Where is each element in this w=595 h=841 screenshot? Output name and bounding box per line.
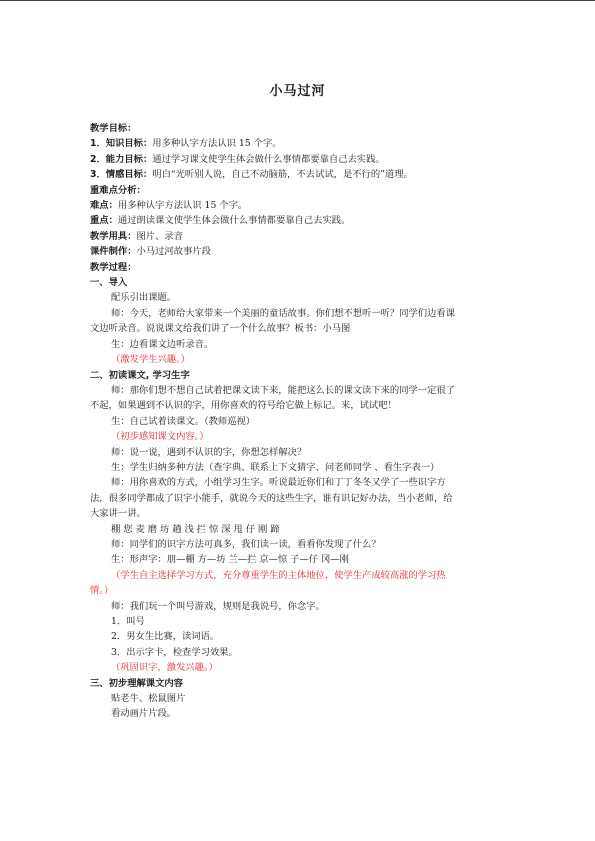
section-1-heading: 一、导入 [90, 277, 128, 289]
document-body [90, 121, 516, 722]
page-top-rule [0, 0, 595, 1]
difficulty-line: 难点：用多种认字方法认识 15 个字。 [90, 200, 248, 212]
section-2-paragraph: 师：用你喜欢的方式，小组学习生字。听说最近你们和丁丁冬冬又学了一些识字方 [111, 477, 446, 489]
section-2-paragraph: 师：同学们的识字方法可真多，我们读一读，看看你发现了什么？ [111, 538, 381, 550]
section-1-paragraph: 配乐引出课题。 [111, 292, 177, 304]
teaching-tools-line: 教学用具：图片、录音 [90, 230, 183, 242]
section-2-paragraph: 师：我们玩一个叫号游戏，规则是我说号，你念字。 [111, 600, 325, 612]
process-heading: 教学过程： [90, 261, 137, 273]
section-3-paragraph: 看动画片片段。 [111, 708, 177, 720]
section-1-paragraph: 师：今天，老师给大家带来一个美丽的童话故事。你们想不想听一听？同学们边看课 [111, 307, 455, 319]
section-2-note: （巩固识字，激发兴趣。） [111, 662, 218, 674]
section-2-paragraph: 不起，如果遇到不认识的字，用你喜欢的符号给它做上标记。来，试试吧！ [90, 400, 397, 412]
section-3-paragraph: 贴老牛、松鼠图片 [111, 693, 186, 705]
section-2-paragraph: 师：那你们想不想自己试着把课文读下来，能把这么长的课文读下来的同学一定很了 [111, 384, 455, 396]
section-2-paragraph: 生：自己试着读课文。（教师巡视） [111, 415, 256, 427]
list-item: 1．叫号 [111, 616, 145, 627]
section-2-paragraph: 大家讲一讲。 [90, 508, 146, 520]
section-2-paragraph: 生：形声字：朋—棚 方—坊 兰—拦 京—惊 子—仔 冈—刚 [111, 554, 349, 566]
section-2-heading: 二、初读课文, 学习生字 [90, 369, 190, 381]
list-item: 3．出示字卡，检查学习效果。 [111, 646, 238, 658]
section-1-note: （激发学生兴趣。） [111, 354, 191, 366]
section-1-paragraph: 生：边看课文边听录音。 [111, 338, 214, 350]
section-2-paragraph: 师：说一说，遇到不认识的字，你想怎样解决？ [111, 446, 307, 458]
section-2-note: 情。） [90, 585, 114, 597]
list-item: 2．男女生比赛，读词语。 [111, 631, 220, 643]
courseware-line: 课件制作：小马过河故事片段 [90, 246, 211, 258]
section-2-note: （学生自主选择学习方式，充分尊重学生的主体地位，使学生产成较高涨的学习热 [111, 569, 446, 581]
section-2-note: （初步感知课文内容。） [111, 431, 209, 443]
key-point-line: 重点：通过朗读课文使学生体会做什么事情都要靠自己去实践。 [90, 215, 351, 227]
objective-emotion: 3．情感目标：明白“光听别人说，自己不动脑筋，不去试试，是不行的”道理。 [90, 169, 413, 181]
page-title: 小马过河 [269, 84, 326, 99]
objective-knowledge: 1．知识目标：用多种认字方法认识 15 个字。 [90, 138, 282, 150]
objectives-heading: 教学目标： [90, 123, 137, 134]
analysis-heading: 重难点分析： [90, 184, 146, 196]
section-1-paragraph: 文边听录音。说说课文给我们讲了一个什么故事？板书：小马图 [90, 323, 351, 335]
objective-ability: 2．能力目标：通过学习课文使学生体会做什么事情都要靠自己去实践。 [90, 153, 385, 165]
new-characters-list: 棚 您 麦 磨 坊 趟 浅 拦 惊 深 甩 仔 刚 蹄 [111, 523, 280, 535]
section-3-heading: 三、初步理解课文内容 [90, 677, 183, 689]
section-2-paragraph: 法，很多同学都成了识字小能手，就说今天的这些生字，谁有识记好办法，当小老师，给 [90, 492, 453, 504]
section-2-paragraph: 生：学生归纳多种方法（查字典、联系上下文猜字、问老师同学 、看生字表一） [111, 461, 440, 473]
